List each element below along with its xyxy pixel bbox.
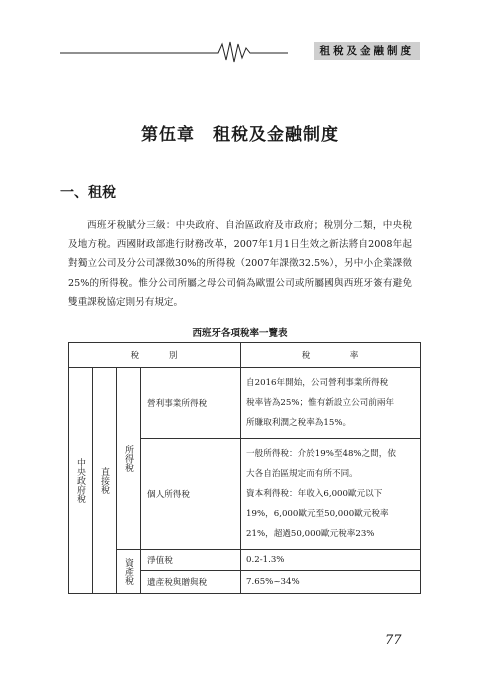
inheritance-tax-name: 遺產稅與贈與稅 (141, 571, 241, 594)
level2-cell: 直接稅 (93, 368, 117, 594)
personal-tax-name: 個人所得稅 (141, 439, 241, 550)
table-header-row (69, 343, 421, 368)
section-title: 一、租稅 (60, 185, 116, 201)
personal-tax-rate (241, 439, 421, 550)
header-category: 稅 別 (69, 343, 241, 368)
page-number: 77 (385, 633, 402, 648)
corp-tax-rate (241, 368, 421, 439)
rate-line: 自2016年開始，公司營利事業所得稅 (246, 378, 389, 388)
rate-line: 所賺取利潤之稅率為15%。 (246, 418, 352, 428)
body-paragraph-block (68, 216, 412, 312)
rate-line: 21%，超過50,000歐元稅率23% (246, 529, 375, 539)
header-rate: 稅 率 (241, 343, 421, 368)
rate-line: 大各自治區規定而有所不同。 (246, 469, 358, 479)
body-paragraph: 西班牙稅賦分三級：中央政府、自治區政府及市政府；稅別分二類，中央稅及地方稅。西國財政部進行財務改革，2007年1月1日生效之新法將自2008年起對獨立公司及分公司課徵30%的所得稅（2007年課徵32.5%），另中小企業課徵25%的所得稅。惟分公司所屬之母公司倘為歐盟公司或所屬國與西班牙簽有避免雙重課稅協定則另有規定。 (68, 220, 412, 308)
rate-line: 一般所得稅：介於19%至48%之間，依 (246, 449, 396, 459)
asset-tax-group-cell: 資產稅 (117, 550, 141, 594)
table-row (69, 550, 421, 571)
inheritance-tax-rate: 7.65%~34% (241, 571, 421, 594)
table-title: 西班牙各項稅率一覽表 (192, 328, 288, 339)
running-header (60, 38, 420, 64)
corp-tax-name: 營利事業所得稅 (141, 368, 241, 439)
running-header-label: 租稅及金融制度 (314, 42, 421, 60)
rate-line: 資本利得稅：年收入6,000歐元以下 (246, 489, 383, 499)
income-tax-group-cell: 所得稅 (117, 368, 141, 550)
rate-line: 稅率皆為25%；惟有新設立公司前兩年 (246, 398, 395, 408)
rate-line: 19%，6,000歐元至50,000歐元稅率 (246, 509, 389, 519)
tax-rate-table (68, 342, 421, 594)
chapter-title: 第伍章 租稅及金融制度 (141, 125, 339, 145)
networth-tax-name: 淨值稅 (141, 550, 241, 571)
table-row (69, 368, 421, 439)
networth-tax-rate: 0.2-1.3% (241, 550, 421, 571)
level1-cell: 中央政府稅 (69, 368, 93, 594)
